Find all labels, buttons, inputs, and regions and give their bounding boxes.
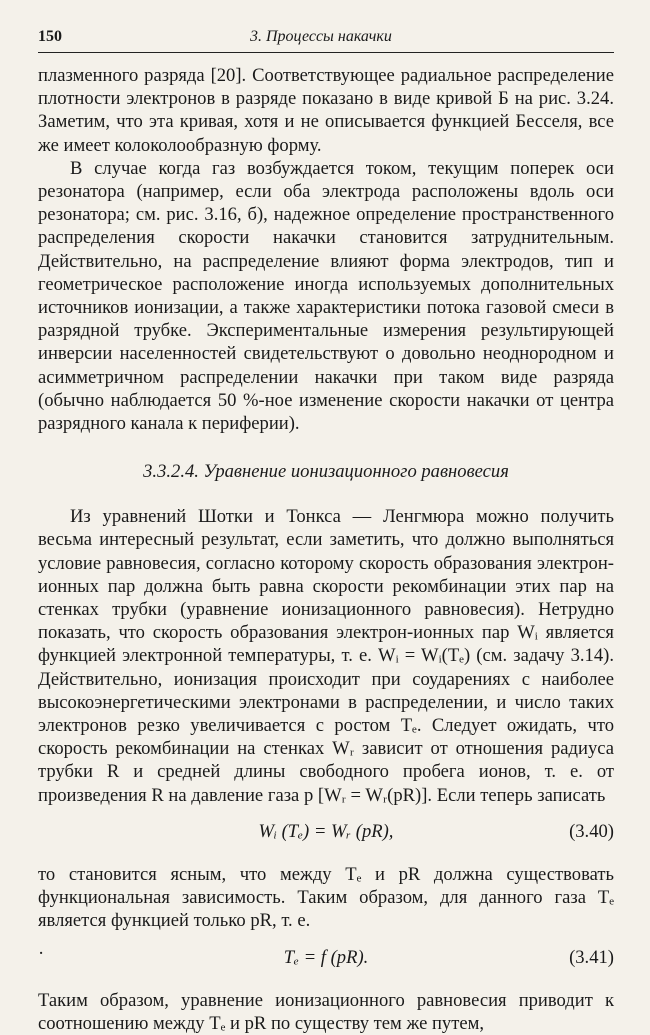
equation-3-41 [38, 942, 614, 977]
equation-3-41-number: (3.41) [569, 946, 614, 968]
equation-3-40-expr: Wᵢ (Tₑ) = Wᵣ (pR), [258, 820, 394, 842]
page-number: 150 [38, 28, 62, 45]
page-header [38, 28, 614, 53]
paragraph-4: то становится ясным, что между Tₑ и pR должна существовать функциональная зависимость. Таким образом, для данного газа Tₑ является функцией только pR, т. е. [38, 863, 614, 932]
paragraph-5: Таким образом, уравнение ионизационного равновесия приводит к соотношению между Tₑ и pR по существу тем же путем, [38, 989, 614, 1034]
section-heading: 3.3.2.4. Уравнение ионизационного равновесия [143, 461, 509, 483]
paragraph-2: В случае когда газ возбуждается током, текущим поперек оси резонатора (например, если оба электрода расположены вдоль оси резонатора; см. рис. 3.16, б), надежное определение пространственного распределения скорости накачки становится затруднительным. Действительно, на распределение влияют форма электродов, тип и геометрическое расположение иногда используемых дополнительных источников ионизации, а также характеристики потока газовой смеси в разрядной трубке. Экспериментальные измерения результирующей инверсии населенностей свидетельствуют о довольно неоднородном и асимметричном распределении накачки при таком виде разряда (обычно наблюдается 50 %-ное изменение скорости накачки от центра разрядного канала к периферии). [38, 157, 614, 435]
running-head: 3. Процессы накачки [250, 28, 392, 45]
paragraph-3: Из уравнений Шотки и Тонкса — Ленгмюра можно получить весьма интересный результат, если заметить, что должно выполняться условие равновесия, согласно которому скорость образования электрон-ионных пар должна быть равна скорости рекомбинации этих пар на стенках трубки (уравнение ионизационного равновесия). Нетрудно показать, что скорость образования электрон-ионных пар Wᵢ является функцией электронной температуры, т. е. Wᵢ = Wᵢ(Tₑ) (см. задачу 3.14). Действительно, ионизация происходит при соударениях с наиболее высокоэнергетическими электронами в распределении, и число таких электронов резко увеличивается с ростом Tₑ. Следует ожидать, что скорость рекомбинации на стенках Wᵣ зависит от отношения радиуса трубки R и средней длины свободного пробега ионов, т. е. от произведения R на давление газа p [Wᵣ = Wᵣ(pR)]. Если теперь записать [38, 506, 614, 806]
paragraph-1: плазменного разряда [20]. Соответствующее радиальное распределение плотности электронов в разряде показано в виде кривой Б на рис. 3.24. Заметим, что эта кривая, хотя и не описывается функцией Бесселя, все же имеет колоколообразную форму. [38, 65, 614, 156]
equation-3-40-number: (3.40) [569, 820, 614, 842]
equation-3-40 [38, 821, 614, 851]
stray-dot-mark: · [38, 942, 45, 964]
equation-3-41-expr: Tₑ = f (pR). [283, 946, 369, 968]
